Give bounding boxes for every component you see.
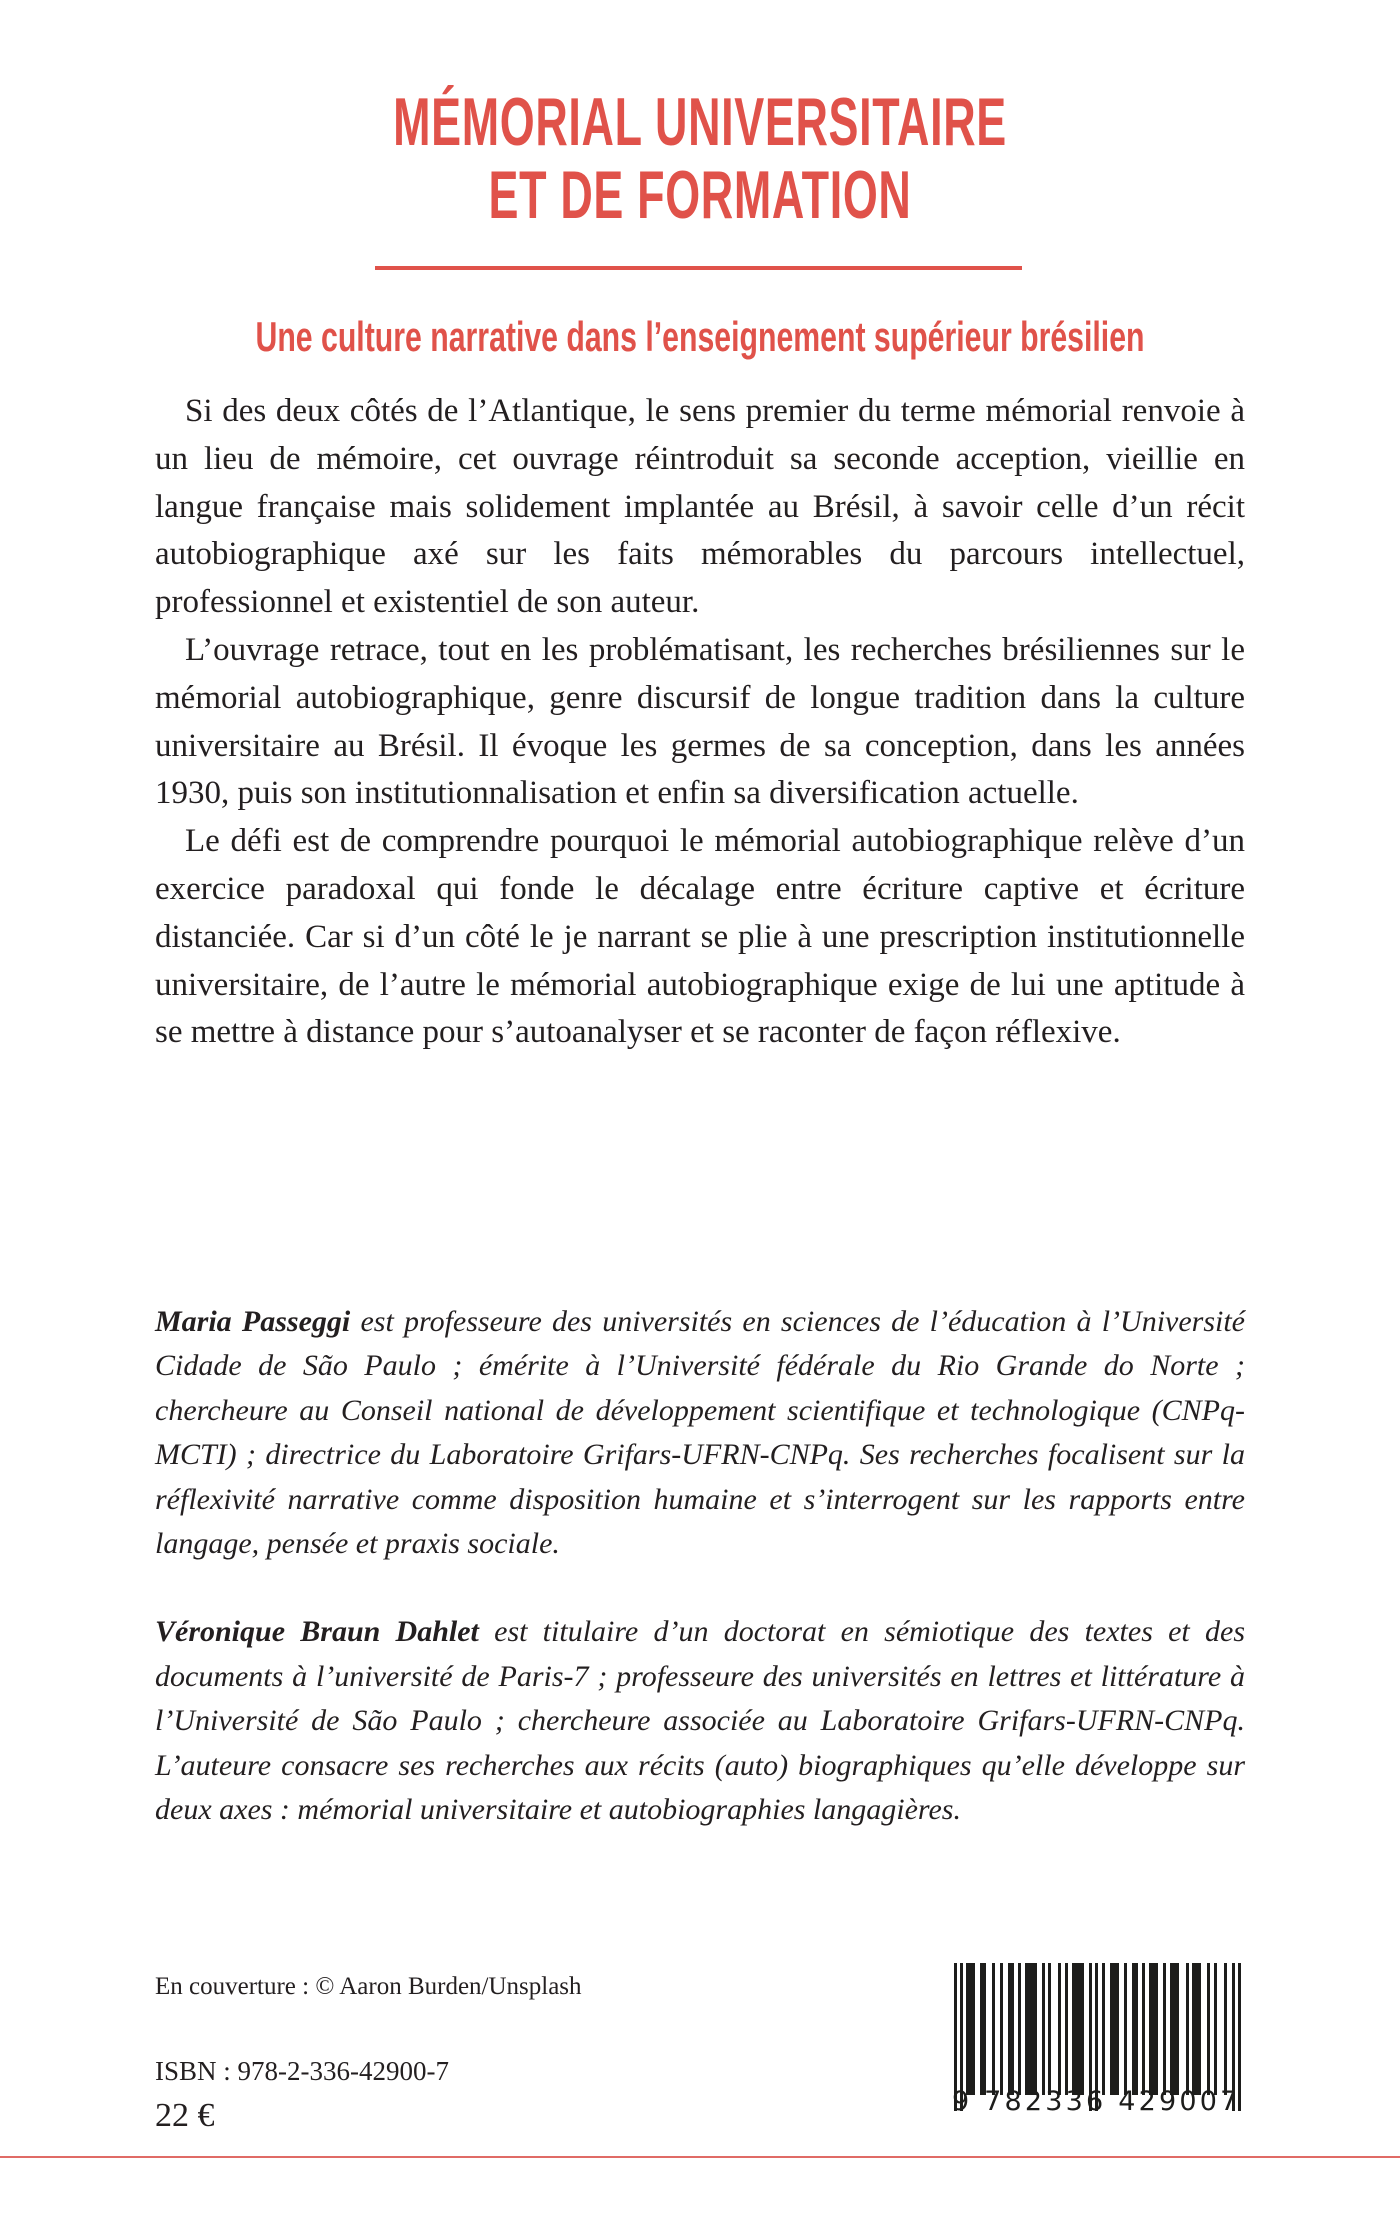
author-bios: [155, 1300, 1245, 1876]
summary-text: [155, 388, 1245, 1057]
author-bio: [155, 1300, 1245, 1566]
author-bio: [155, 1610, 1245, 1832]
barcode-number: 9 782336 429007: [952, 2086, 1241, 2117]
price: 22 €: [155, 2097, 215, 2134]
isbn: ISBN : 978-2-336-42900-7: [155, 2056, 449, 2086]
author-name: Maria Passeggi: [155, 1305, 351, 1338]
title-divider: [375, 266, 1022, 270]
book-title-line-1: MÉMORIAL UNIVERSITAIRE: [393, 84, 1007, 160]
summary-paragraph: Si des deux côtés de l’Atlantique, le sens premier du terme mémorial renvoie à un lieu de mémoire, cet ouvrage réintroduit sa seconde acception, vieillie en langue française mais solidement implantée au Brésil, à savoir celle d’un récit autobiographique axé sur les faits mémorables du parcours intellectuel, professionnel et existentiel de son auteur.: [155, 393, 1245, 621]
cover-credit: En couverture : © Aaron Burden/Unsplash: [155, 1973, 582, 2000]
author-bio-text: est professeure des universités en sciences de l’éducation à l’Université Cidade de São Paulo ; émérite à l’Université fédérale du Rio Grande do Norte ; chercheure au Conseil national de développement scientifique et technologique (CNPq-MCTI) ; directrice du Laboratoire Grifars-UFRN-CNPq. Ses recherches focalisent sur la réflexivité narrative comme disposition humaine et s’interrogent sur les rapports entre langage, pensée et praxis sociale.: [155, 1305, 1245, 1561]
summary-paragraph: L’ouvrage retrace, tout en les problématisant, les recherches brésiliennes sur le mémorial autobiographique, genre discursif de longue tradition dans la culture universitaire au Brésil. Il évoque les germes de sa conception, dans les années 1930, puis son institutionnalisation et enfin sa diversification actuelle.: [155, 631, 1245, 812]
isbn-barcode: [952, 1963, 1244, 2123]
book-title-line-2: ET DE FORMATION: [488, 157, 912, 233]
bottom-divider: [0, 2156, 1400, 2158]
book-subtitle: Une culture narrative dans l’enseignement supérieur brésilien: [255, 313, 1145, 360]
author-name: Véronique Braun Dahlet: [155, 1615, 479, 1649]
summary-paragraph: Le défi est de comprendre pourquoi le mémorial autobiographique relève d’un exercice paradoxal qui fonde le décalage entre écriture captive et écriture distanciée. Car si d’un côté le je narrant se plie à une prescription institutionnelle universitaire, de l’autre le mémorial autobiographique exige de lui une aptitude à se mettre à distance pour s’autoanalyser et se raconter de façon réflexive.: [155, 823, 1245, 1051]
author-bio-text: est titulaire d’un doctorat en sémiotique des textes et des documents à l’université de Paris-7 ; professeure des universités en lettres et littérature à l’Université de São Paulo ; chercheure associée au Laboratoire Grifars-UFRN-CNPq. L’auteure consacre ses recherches aux récits (auto) biographiques qu’elle développe sur deux axes : mémorial universitaire et autobiographies langagières.: [155, 1615, 1245, 1827]
